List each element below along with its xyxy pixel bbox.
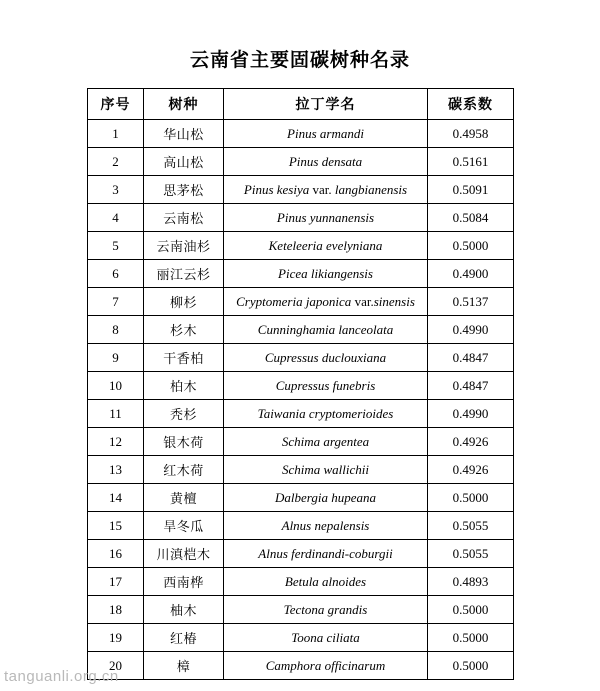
cell-carbon-coefficient: 0.5055	[428, 540, 514, 568]
cell-carbon-coefficient: 0.5055	[428, 512, 514, 540]
cell-carbon-coefficient: 0.5161	[428, 148, 514, 176]
cell-species: 云南油杉	[144, 232, 224, 260]
table-row	[88, 512, 514, 540]
cell-index: 9	[88, 344, 144, 372]
cell-index: 18	[88, 596, 144, 624]
cell-species: 旱冬瓜	[144, 512, 224, 540]
cell-species: 柳杉	[144, 288, 224, 316]
latin-rank-abbrev: var.	[312, 181, 332, 197]
cell-latin-name: Pinus densata	[224, 148, 428, 176]
cell-latin-name: Camphora officinarum	[224, 652, 428, 680]
cell-latin-name: Picea likiangensis	[224, 260, 428, 288]
cell-carbon-coefficient: 0.5084	[428, 204, 514, 232]
latin-rank-abbrev: var.	[354, 293, 374, 309]
cell-latin-name: Schima argentea	[224, 428, 428, 456]
column-header-latin-name: 拉丁学名	[224, 89, 428, 120]
cell-latin-name: Pinus armandi	[224, 120, 428, 148]
cell-species: 柚木	[144, 596, 224, 624]
page-title: 云南省主要固碳树种名录	[189, 50, 410, 71]
latin-variety-epithet: langbianensis	[331, 181, 408, 197]
cell-species: 黄檀	[144, 484, 224, 512]
cell-species: 西南桦	[144, 568, 224, 596]
cell-latin-name: Dalbergia hupeana	[224, 484, 428, 512]
column-header-index: 序号	[88, 89, 144, 120]
cell-index: 1	[88, 120, 144, 148]
cell-latin-name: Keteleeria evelyniana	[224, 232, 428, 260]
cell-index: 10	[88, 372, 144, 400]
cell-species: 樟	[144, 652, 224, 680]
table-row	[88, 652, 514, 680]
table-row	[88, 624, 514, 652]
cell-species: 杉木	[144, 316, 224, 344]
cell-latin-name: Schima wallichii	[224, 456, 428, 484]
cell-latin-name: Taiwania cryptomerioides	[224, 400, 428, 428]
table-row	[88, 204, 514, 232]
cell-latin-name: Toona ciliata	[224, 624, 428, 652]
cell-latin-name: Cupressus funebris	[224, 372, 428, 400]
tree-species-table-wrapper	[87, 88, 513, 680]
cell-carbon-coefficient: 0.5000	[428, 652, 514, 680]
cell-latin-name: Betula alnoides	[224, 568, 428, 596]
cell-carbon-coefficient: 0.5137	[428, 288, 514, 316]
cell-latin-name: Cunninghamia lanceolata	[224, 316, 428, 344]
cell-index: 20	[88, 652, 144, 680]
cell-index: 8	[88, 316, 144, 344]
watermark	[4, 668, 119, 685]
cell-species: 红木荷	[144, 456, 224, 484]
cell-species: 丽江云杉	[144, 260, 224, 288]
latin-variety-epithet: sinensis	[373, 293, 415, 309]
cell-species: 川滇桤木	[144, 540, 224, 568]
cell-species: 红椿	[144, 624, 224, 652]
cell-species: 银木荷	[144, 428, 224, 456]
cell-species: 高山松	[144, 148, 224, 176]
cell-carbon-coefficient: 0.5091	[428, 176, 514, 204]
cell-latin-name: Tectona grandis	[224, 596, 428, 624]
table-row	[88, 456, 514, 484]
cell-latin-name: Alnus nepalensis	[224, 512, 428, 540]
cell-species: 华山松	[144, 120, 224, 148]
cell-species: 干香柏	[144, 344, 224, 372]
cell-carbon-coefficient: 0.5000	[428, 484, 514, 512]
cell-index: 14	[88, 484, 144, 512]
cell-latin-name	[224, 176, 428, 204]
cell-carbon-coefficient: 0.4900	[428, 260, 514, 288]
column-header-species: 树种	[144, 89, 224, 120]
table-row	[88, 232, 514, 260]
cell-index: 4	[88, 204, 144, 232]
cell-carbon-coefficient: 0.4847	[428, 344, 514, 372]
cell-carbon-coefficient: 0.4958	[428, 120, 514, 148]
table-header-row	[88, 89, 514, 120]
latin-genus-species: Pinus kesiya	[243, 181, 313, 197]
cell-index: 16	[88, 540, 144, 568]
cell-carbon-coefficient: 0.5000	[428, 232, 514, 260]
cell-index: 3	[88, 176, 144, 204]
latin-genus-species: Cryptomeria japonica	[236, 293, 355, 309]
tree-species-table	[87, 88, 514, 680]
table-body	[88, 120, 514, 680]
watermark-text: tanguanli.org.cn	[4, 668, 119, 685]
table-row	[88, 540, 514, 568]
table-row	[88, 344, 514, 372]
table-row	[88, 316, 514, 344]
cell-latin-name: Cupressus duclouxiana	[224, 344, 428, 372]
cell-carbon-coefficient: 0.4893	[428, 568, 514, 596]
cell-species: 云南松	[144, 204, 224, 232]
cell-index: 12	[88, 428, 144, 456]
table-row	[88, 400, 514, 428]
cell-species: 秃杉	[144, 400, 224, 428]
table-row	[88, 120, 514, 148]
table-row	[88, 596, 514, 624]
cell-carbon-coefficient: 0.4926	[428, 456, 514, 484]
cell-species: 思茅松	[144, 176, 224, 204]
table-row	[88, 260, 514, 288]
cell-latin-name: Pinus yunnanensis	[224, 204, 428, 232]
cell-index: 13	[88, 456, 144, 484]
cell-index: 5	[88, 232, 144, 260]
table-row	[88, 484, 514, 512]
cell-index: 19	[88, 624, 144, 652]
cell-index: 2	[88, 148, 144, 176]
table-row	[88, 288, 514, 316]
cell-index: 17	[88, 568, 144, 596]
cell-index: 11	[88, 400, 144, 428]
cell-carbon-coefficient: 0.5000	[428, 596, 514, 624]
cell-latin-name	[224, 288, 428, 316]
cell-index: 7	[88, 288, 144, 316]
table-header	[88, 89, 514, 120]
cell-carbon-coefficient: 0.4990	[428, 316, 514, 344]
table-row	[88, 148, 514, 176]
cell-carbon-coefficient: 0.4990	[428, 400, 514, 428]
cell-species: 柏木	[144, 372, 224, 400]
cell-carbon-coefficient: 0.4926	[428, 428, 514, 456]
table-row	[88, 428, 514, 456]
table-row	[88, 176, 514, 204]
cell-carbon-coefficient: 0.5000	[428, 624, 514, 652]
table-row	[88, 372, 514, 400]
cell-index: 15	[88, 512, 144, 540]
cell-index: 6	[88, 260, 144, 288]
cell-latin-name: Alnus ferdinandi-coburgii	[224, 540, 428, 568]
column-header-carbon-coefficient: 碳系数	[428, 89, 514, 120]
table-row	[88, 568, 514, 596]
cell-carbon-coefficient: 0.4847	[428, 372, 514, 400]
